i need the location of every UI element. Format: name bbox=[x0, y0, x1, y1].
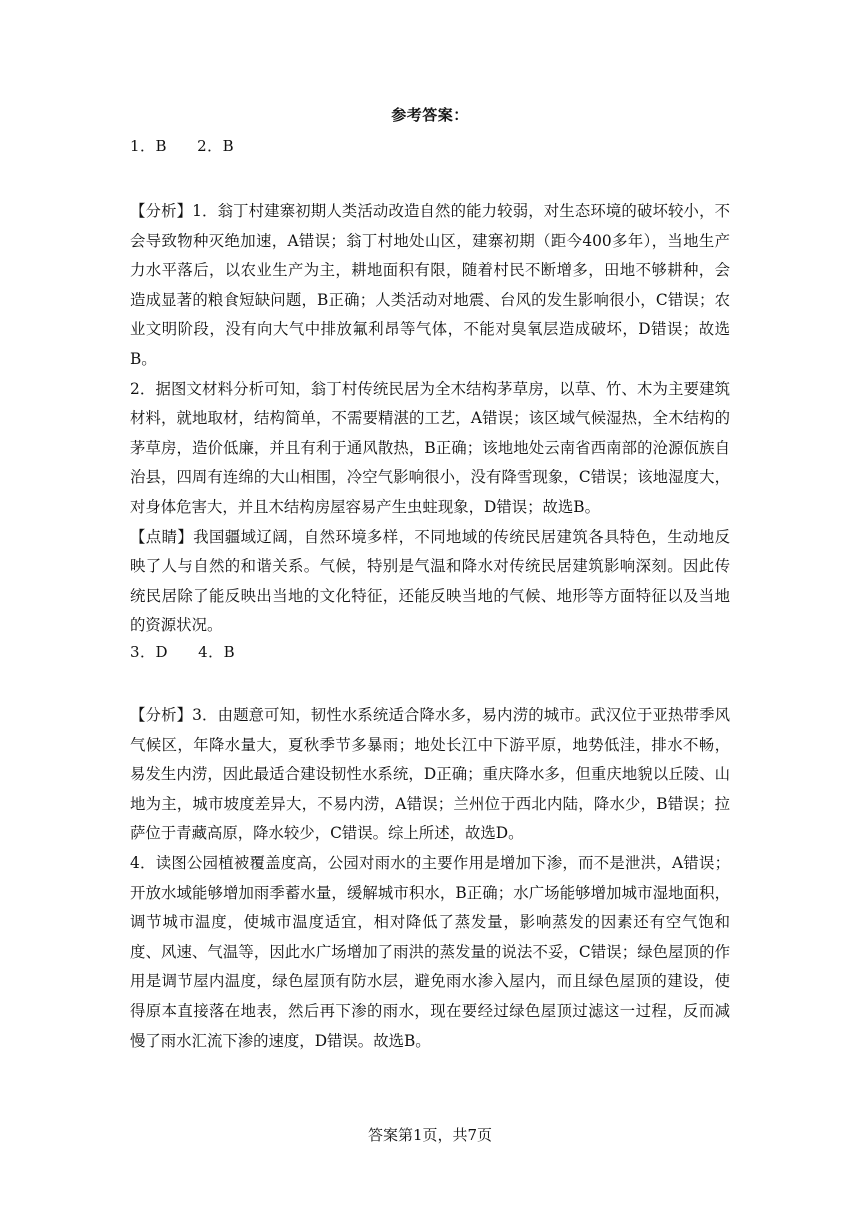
analysis-paragraph-q4: 4．读图公园植被覆盖度高，公园对雨水的主要作用是增加下渗，而不是泄洪，A错误；开放水域能够增加雨季蓄水量，缓解城市积水，B正确；水广场能够增加城市湿地面积，调节城市温度，使城市温度适宜，相对降低了蒸发量，影响蒸发的因素还有空气饱和度、风速、气温等，因此水广场增加了雨洪的蒸发量的说法不妥，C错误；绿色屋顶的作用是调节屋内温度，绿色屋顶有防水层，避免雨水渗入屋内，而且绿色屋顶的建设，使得原本直接落在地表，然后再下渗的雨水，现在要经过绿色屋顶过滤这一过程，反而减慢了雨水汇流下渗的速度，D错误。故选B。 bbox=[130, 853, 730, 1050]
explanation-block-1 bbox=[130, 197, 730, 641]
comment-paragraph: 【点睛】我国疆域辽阔，自然环境多样，不同地域的传统民居建筑各具特色，生动地反映了人与自然的和谐关系。气候，特别是气温和降水对传统民居建筑影响深刻。因此传统民居除了能反映出当地的文化特征，还能反映当地的气候、地形等方面特征以及当地的资源状况。 bbox=[130, 527, 730, 635]
analysis-paragraph-q1: 【分析】1．翁丁村建寨初期人类活动改造自然的能力较弱，对生态环境的破坏较小，不会导致物种灭绝加速，A错误；翁丁村地处山区，建寨初期（距今400多年），当地生产力水平落后，以农业生产为主，耕地面积有限，随着村民不断增多，田地不够耕种，会造成显著的粮食短缺问题，B正确；人类活动对地震、台风的发生影响很小，C错误；农业文明阶段，没有向大气中排放氟利昂等气体，不能对臭氧层造成破坏，D错误；故选B。 bbox=[130, 202, 730, 368]
analysis-paragraph-q2: 2．据图文材料分析可知，翁丁村传统民居为全木结构茅草房，以草、竹、木为主要建筑材料，就地取材，结构简单，不需要精湛的工艺，A错误；该区域气候湿热，全木结构的茅草房，造价低廉，并且有利于通风散热，B正确；该地地处云南省西南部的沧源佤族自治县，四周有连绵的大山相围，冷空气影响很小，没有降雪现象，C错误；该地湿度大，对身体危害大，并且木结构房屋容易产生虫蛀现象，D错误；故选B。 bbox=[130, 379, 730, 516]
page-footer: 答案第1页，共7页 bbox=[367, 1126, 493, 1144]
answer-3: 3．D bbox=[130, 643, 169, 661]
page-title: 参考答案： bbox=[391, 106, 469, 124]
answer-line-3-4 bbox=[130, 641, 235, 662]
answer-line-1-2 bbox=[130, 135, 234, 156]
answer-4: 4．B bbox=[198, 643, 236, 661]
explanation-block-2 bbox=[130, 701, 730, 1056]
analysis-paragraph-q3: 【分析】3．由题意可知，韧性水系统适合降水多，易内涝的城市。武汉位于亚热带季风气候区，年降水量大，夏秋季节多暴雨；地处长江中下游平原，地势低洼，排水不畅，易发生内涝，因此最适合建设韧性水系统，D正确；重庆降水多，但重庆地貌以丘陵、山地为主，城市坡度差异大，不易内涝，A错误；兰州位于西北内陆，降水少，B错误；拉萨位于青藏高原，降水较少，C错误。综上所述，故选D。 bbox=[130, 706, 730, 843]
answer-2: 2．B bbox=[197, 137, 235, 155]
answer-1: 1．B bbox=[130, 137, 168, 155]
